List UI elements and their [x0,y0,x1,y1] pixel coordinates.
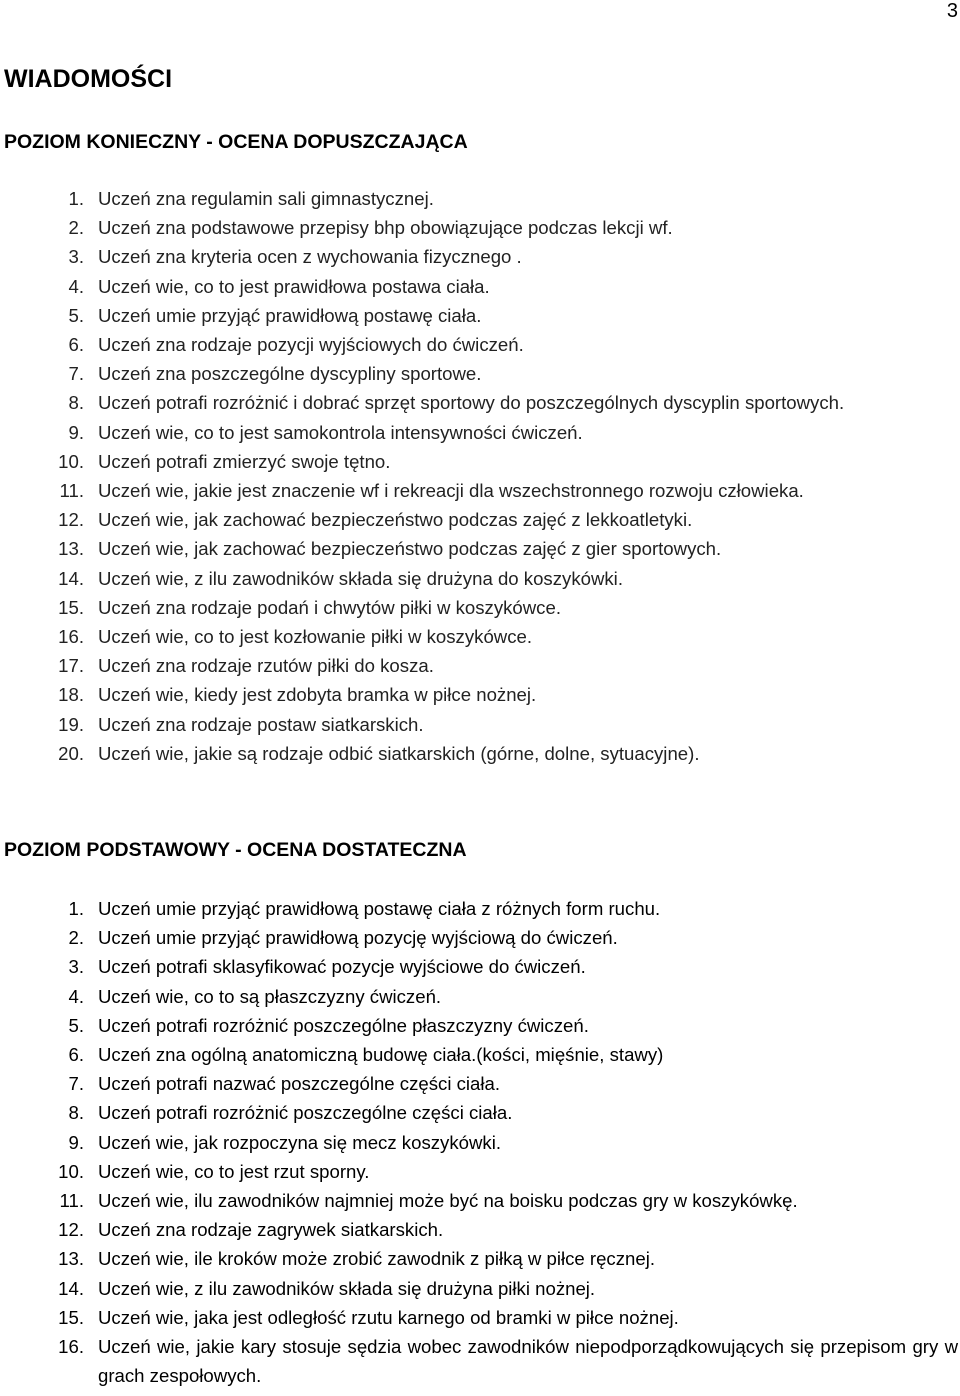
list-item [0,359,960,388]
list-item-number: 11. [59,1190,84,1212]
list-item [0,418,960,447]
list-item-text: Uczeń potrafi rozróżnić i dobrać sprzęt sportowy do poszczególnych dyscyplin sportowych. [98,392,845,414]
list-item-number: 20. [58,742,84,764]
list-item [0,982,960,1011]
list-item-text: Uczeń zna regulamin sali gimnastycznej. [98,188,434,209]
list-item [0,301,960,330]
list-item-number: 1. [68,898,84,919]
list-item-text: Uczeń zna kryteria ocen z wychowania fizycznego . [98,246,522,268]
list-item [0,272,960,301]
list-item-number: 10. [58,450,84,472]
list-item [0,923,960,952]
list-item-number: 2. [68,217,84,239]
list-item [0,184,960,213]
list-item [0,1157,960,1186]
list-item-text: Uczeń wie, co to jest rzut sporny. [98,1160,370,1182]
list-item [0,534,960,563]
list-item-text: Uczeń wie, jakie jest znaczenie wf i rekreacji dla wszechstronnego rozwoju człowieka. [98,480,804,502]
list-item [0,1332,960,1390]
list-item-number: 16. [58,626,84,648]
list-item [0,1128,960,1157]
list-item [0,651,960,680]
list-item-text: Uczeń zna rodzaje postaw siatkarskich. [98,713,424,735]
list-item-number: 3. [68,246,84,268]
list-item-number: 17. [58,655,84,677]
list-item-number: 7. [68,363,84,385]
list-item [0,710,960,739]
list-item-text: Uczeń wie, co to jest samokontrola intensywności ćwiczeń. [98,421,583,443]
list-item-number: 16. [58,1336,84,1358]
list-item [0,388,960,417]
list-item-text: Uczeń zna ogólną anatomiczną budowę ciała.(kości, mięśnie, stawy) [98,1044,664,1066]
list-item [0,1098,960,1127]
list-item [0,1011,960,1040]
list-item-number: 5. [68,1014,84,1036]
list-item-text: Uczeń potrafi zmierzyć swoje tętno. [98,450,391,472]
list-item [0,1303,960,1332]
list-item [0,564,960,593]
requirements-list-konieczny [0,184,960,768]
list-item [0,242,960,271]
list-item-text: Uczeń umie przyjąć prawidłową postawę ciała. [98,304,482,326]
list-item-text: Uczeń wie, jak rozpoczyna się mecz koszykówki. [98,1131,501,1153]
list-item-text: Uczeń wie, jaka jest odległość rzutu karnego od bramki w piłce nożnej. [98,1306,679,1328]
list-item-number: 4. [68,275,84,297]
page-number: 3 [946,0,958,22]
list-item-text: Uczeń wie, co to jest prawidłowa postawa ciała. [98,275,490,297]
list-item-text: Uczeń wie, ilu zawodników najmniej może być na boisku podczas gry w koszykówkę. [98,1190,798,1212]
list-item-number: 10. [58,1160,84,1182]
list-item-number: 6. [68,1044,84,1066]
list-item [0,1040,960,1069]
list-item-number: 6. [68,334,84,356]
list-item-number: 1. [68,188,84,209]
list-item [0,1244,960,1273]
list-item-text: Uczeń wie, kiedy jest zdobyta bramka w piłce nożnej. [98,684,537,706]
section-heading-podstawowy: POZIOM PODSTAWOWY - OCENA DOSTATECZNA [4,839,467,861]
list-item-number: 2. [68,927,84,949]
list-item-number: 8. [68,392,84,414]
list-item-text: Uczeń wie, jakie kary stosuje sędzia wobec zawodników niepodporządkowujących się przepisom gry w grach zespołowych. [98,1336,958,1387]
page-title: WIADOMOŚCI [4,65,173,93]
list-item-text: Uczeń zna rodzaje pozycji wyjściowych do ćwiczeń. [98,334,524,356]
list-item-text: Uczeń wie, z ilu zawodników składa się drużyna do koszykówki. [98,567,623,589]
list-item [0,952,960,981]
list-item [0,476,960,505]
list-item-number: 15. [58,596,84,618]
list-item-text: Uczeń wie, z ilu zawodników składa się drużyna piłki nożnej. [98,1277,596,1299]
list-item-number: 12. [58,1219,84,1241]
list-item-text: Uczeń wie, co to są płaszczyzny ćwiczeń. [98,985,442,1007]
list-item-number: 13. [58,538,84,560]
list-item-text: Uczeń wie, co to jest kozłowanie piłki w koszykówce. [98,626,533,648]
list-item-text: Uczeń wie, jak zachować bezpieczeństwo podczas zajęć z gier sportowych. [98,538,722,560]
list-item-text: Uczeń wie, jakie są rodzaje odbić siatkarskich (górne, dolne, sytuacyjne). [98,742,700,764]
list-item-text: Uczeń potrafi rozróżnić poszczególne płaszczyzny ćwiczeń. [98,1014,589,1036]
list-item-text: Uczeń wie, ile kroków może zrobić zawodnik z piłką w piłce ręcznej. [98,1248,655,1270]
list-item-text: Uczeń umie przyjąć prawidłową postawę ciała z różnych form ruchu. [98,898,661,919]
list-item [0,505,960,534]
list-item-number: 11. [59,480,84,502]
list-item-number: 4. [68,985,84,1007]
requirements-list-podstawowy [0,894,960,1390]
list-item [0,622,960,651]
list-item [0,739,960,768]
section-heading-konieczny: POZIOM KONIECZNY - OCENA DOPUSZCZAJĄCA [4,131,468,153]
list-item-text: Uczeń zna podstawowe przepisy bhp obowiązujące podczas lekcji wf. [98,217,673,239]
list-item [0,1186,960,1215]
list-item-number: 19. [58,713,84,735]
list-item-text: Uczeń potrafi nazwać poszczególne części ciała. [98,1073,501,1095]
list-item-text: Uczeń zna rodzaje zagrywek siatkarskich. [98,1219,444,1241]
list-item [0,330,960,359]
list-item-number: 9. [68,421,84,443]
list-item-number: 9. [68,1131,84,1153]
list-item-number: 5. [68,304,84,326]
list-item-text: Uczeń zna rodzaje podań i chwytów piłki w koszykówce. [98,596,561,618]
list-item-number: 3. [68,956,84,978]
list-item-text: Uczeń umie przyjąć prawidłową pozycję wyjściową do ćwiczeń. [98,927,618,949]
list-item-number: 14. [58,567,84,589]
list-item [0,593,960,622]
list-item-text: Uczeń zna rodzaje rzutów piłki do kosza. [98,655,434,677]
list-item [0,1215,960,1244]
list-item-number: 13. [58,1248,84,1270]
list-item-text: Uczeń potrafi rozróżnić poszczególne części ciała. [98,1102,513,1124]
list-item [0,1274,960,1303]
list-item-number: 8. [68,1102,84,1124]
list-item [0,447,960,476]
list-item [0,894,960,923]
list-item-text: Uczeń potrafi sklasyfikować pozycje wyjściowe do ćwiczeń. [98,956,586,978]
list-item [0,1069,960,1098]
list-item-number: 7. [68,1073,84,1095]
list-item [0,680,960,709]
list-item-number: 18. [58,684,84,706]
list-item-number: 15. [58,1306,84,1328]
list-item [0,213,960,242]
list-item-number: 12. [58,509,84,531]
list-item-text: Uczeń wie, jak zachować bezpieczeństwo podczas zajęć z lekkoatletyki. [98,509,693,531]
list-item-text: Uczeń zna poszczególne dyscypliny sportowe. [98,363,482,385]
list-item-number: 14. [58,1277,84,1299]
